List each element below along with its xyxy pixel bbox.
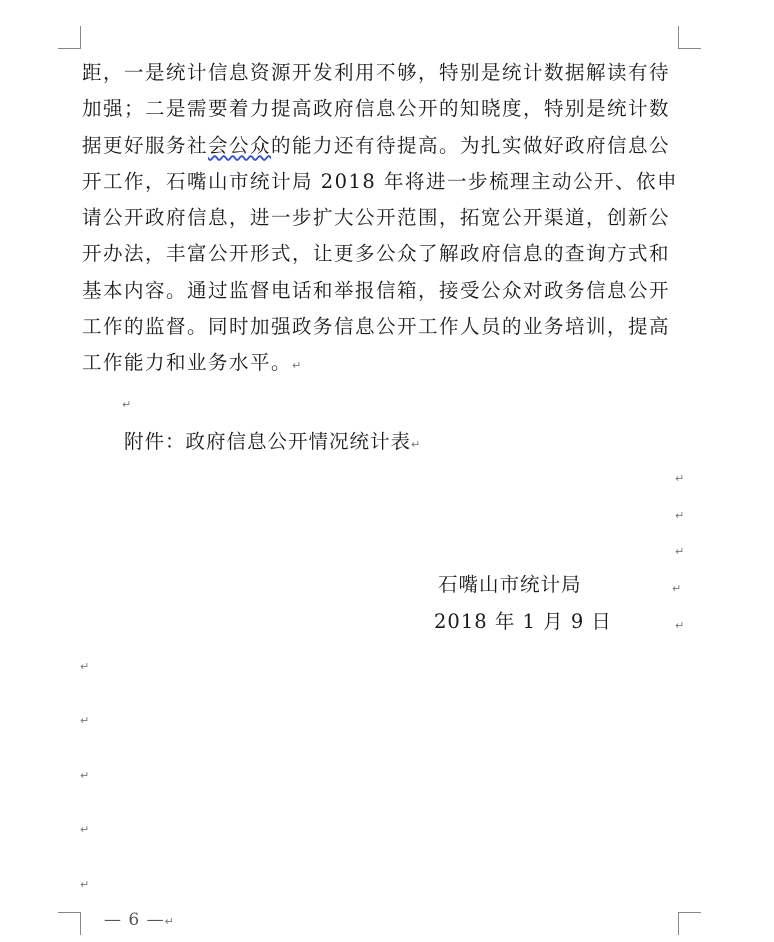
paragraph-mark-icon: ↵ [675,619,685,632]
signature-organization[interactable]: 石嘴山市统计局 [438,573,582,596]
paragraph-segment: 工作能力和业务水平。 [82,351,293,375]
paragraph-line: 加强；二是需要着力提高政府信息公开的知晓度，特别是统计数 [82,97,671,121]
page-number-text: — 6 — [104,910,165,930]
paragraph-line [82,345,682,381]
paragraph-mark-icon: ↵ [122,398,132,411]
paragraph-line: 距，一是统计信息资源开发利用不够，特别是统计数据解读有待 [82,61,671,84]
paragraph-mark-icon: ↵ [80,714,90,727]
paragraph-mark-icon: ↵ [292,359,303,373]
paragraph-line: 开办法，丰富公开形式，让更多公众了解政府信息的查询方式和 [82,242,671,266]
signature-date[interactable]: 2018 年 1 月 9 日 [434,610,612,633]
margin-corner-top-right [678,26,701,49]
paragraph-mark-icon: ↵ [675,545,685,558]
paragraph-segment: 的能力还有待提高。为扎实做好政府信息公 [271,133,671,157]
paragraph-line: 请公开政府信息，进一步扩大公开范围，拓宽公开渠道，创新公 [82,206,671,230]
body-paragraph[interactable] [82,55,682,382]
paragraph-mark-icon: ↵ [80,823,90,836]
paragraph-mark-icon: ↵ [80,660,90,673]
margin-corner-top-left [58,26,81,49]
attachment-text: 附件：政府信息公开情况统计表 [124,430,412,453]
attachment-line[interactable] [124,424,421,463]
paragraph-line: 工作的监督。同时加强政务信息公开工作人员的业务培训，提高 [82,315,671,339]
paragraph-mark-icon: ↵ [672,582,682,595]
paragraph-mark-icon: ↵ [164,915,175,928]
paragraph-line: 基本内容。通过监督电话和举报信箱，接受公众对政务信息公开 [82,278,671,302]
grammar-flag-phrase[interactable]: 会公众 [208,133,272,157]
paragraph-mark-icon: ↵ [411,438,422,451]
paragraph-mark-icon: ↵ [675,509,685,522]
paragraph-mark-icon: ↵ [80,769,90,782]
margin-corner-bottom-right [678,912,701,935]
margin-corner-bottom-left [58,912,81,935]
paragraph-line: 开工作，石嘴山市统计局 2018 年将进一步梳理主动公开、依申 [82,169,679,193]
paragraph-mark-icon: ↵ [80,878,90,891]
paragraph-line [82,128,682,164]
paragraph-segment: 据更好服务社 [82,133,209,157]
paragraph-mark-icon: ↵ [675,472,685,485]
page-number [104,910,175,930]
